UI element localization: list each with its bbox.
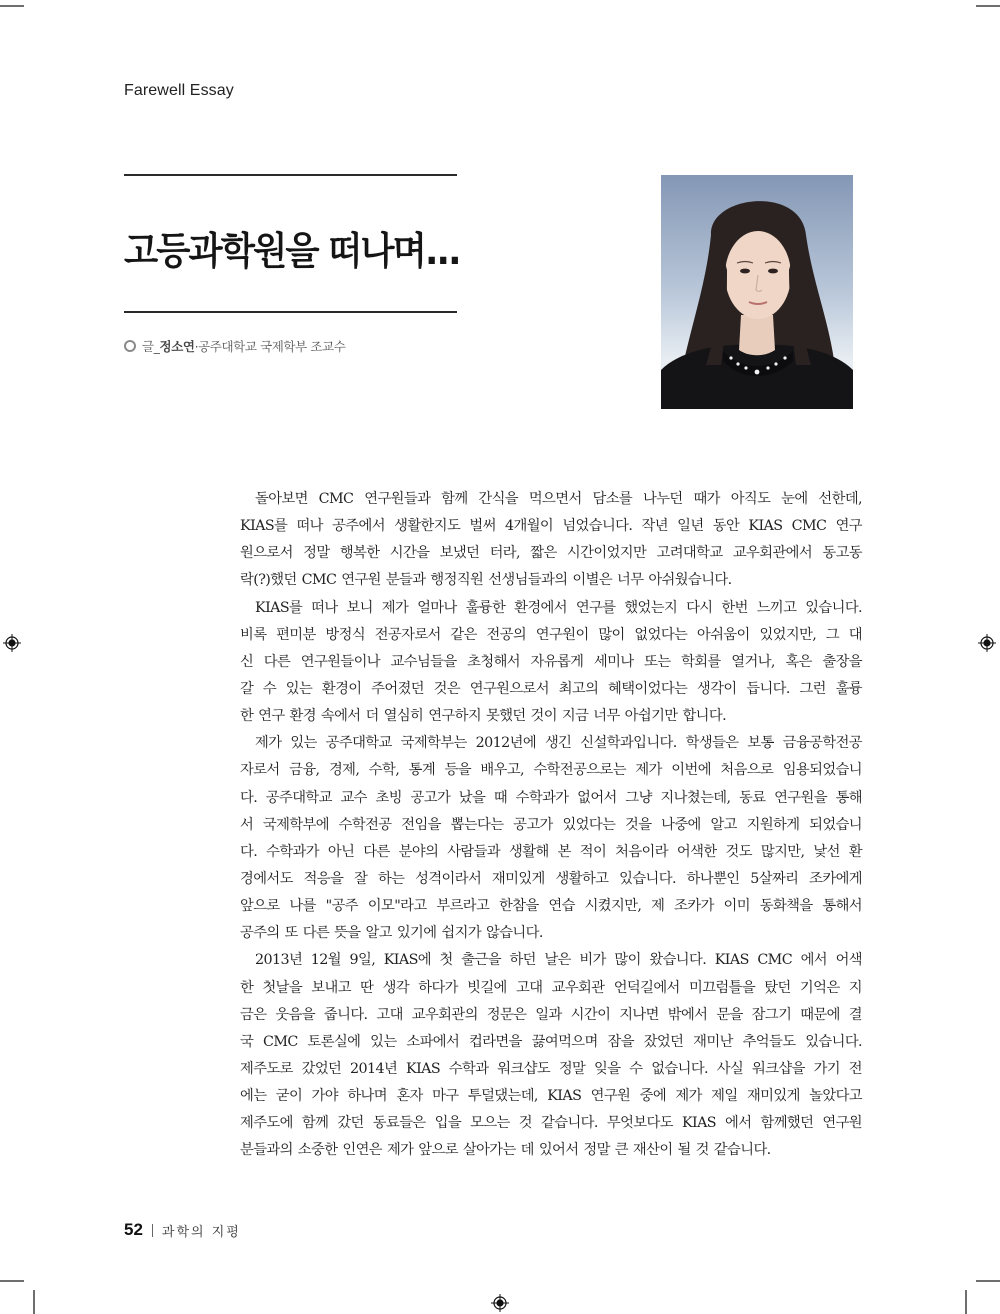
article-title: 고등과학원을 떠나며...: [124, 229, 460, 273]
section-label: Farewell Essay: [124, 82, 234, 99]
body-text-line: 돌아보면 CMC 연구원들과 함께 간식을 먹으면서 담소를 나누던 때가 아직도 눈에 선한데,: [255, 491, 862, 507]
crop-mark-top-left: [0, 5, 24, 7]
body-text-line: 다. 공주대학교 교수 초빙 공고가 났을 때 수학과가 없어서 그냥 지나쳤는데, 동료 연구원을 통해: [240, 789, 862, 806]
byline: [124, 337, 345, 355]
body-text-line: 신 다른 연구원들이나 교수님들을 초청해서 자유롭게 세미나 또는 학회를 열거나, 혹은 출장을: [240, 653, 862, 670]
magazine-name: 과학의 지평: [161, 1224, 241, 1240]
body-text-line: 갈 수 있는 환경이 주어졌던 것은 연구원으로서 최고의 혜택이었다는 생각이 듭니다. 그런 훌륭: [240, 680, 862, 697]
body-text-line: 금은 웃음을 줍니다. 고대 교우회관의 정문은 일과 시간이 지나면 밖에서 문을 잠그기 때문에 결: [240, 1006, 862, 1023]
page-footer: [124, 1220, 241, 1240]
crop-mark-bottom-left-v: [33, 1290, 35, 1314]
body-text-line: 제가 있는 공주대학교 국제학부는 2012년에 생긴 신설학과입니다. 학생들은 보통 금융공학전공: [255, 735, 862, 752]
folio-separator: [152, 1224, 153, 1237]
body-text-line: 국 CMC 토론실에 있는 소파에서 컵라면을 끓여먹으며 잠을 잤었던 재미난 추억들도 있습니다.: [240, 1033, 862, 1050]
page-number: 52: [124, 1220, 143, 1239]
body-text-line: 자로서 금융, 경제, 수학, 통계 등을 배우고, 수학전공으로는 제가 이번에 처음으로 임용되었습니: [240, 762, 862, 779]
crop-mark-top-right: [976, 5, 1000, 7]
body-text-line: 앞으로 나를 "공주 이모"라고 부르라고 한참을 연습 시켰지만, 제 조카가 이미 동화책을 통해서: [240, 898, 862, 915]
body-text-line: 2013년 12월 9일, KIAS에 첫 출근을 하던 날은 비가 많이 왔습니다. KIAS CMC 에서 어색: [255, 952, 862, 969]
title-top-rule: [124, 174, 457, 176]
body-text-line: 경에서도 적응을 잘 하는 성격이라서 재미있게 생활하고 있습니다. 하나뿐인 5살짜리 조카에게: [240, 870, 862, 887]
crop-mark-bottom-right-v: [965, 1290, 967, 1314]
body-text-line: 에는 굳이 가야 하나며 혼자 마구 투덜댔는데, KIAS 연구원 중에 제가 제일 재미있게 놀았다고: [240, 1088, 862, 1105]
body-text-line: 분들과의 소중한 인연은 제가 앞으로 살아가는 데 있어서 정말 큰 재산이 될 것 같습니다.: [240, 1142, 771, 1159]
author-name: 정소연: [159, 339, 195, 354]
body-text-line: 다. 수학과가 아닌 다른 분야의 사람들과 생활해 본 적이 처음이라 어색한 것도 많지만, 낯선 환: [240, 843, 862, 860]
registration-mark-right-icon: [978, 634, 996, 652]
body-text-line: 한 첫날을 보내고 딴 생각 하다가 빗길에 고대 교우회관 언덕길에서 미끄럼틀을 탔던 기억은 지: [240, 979, 862, 996]
body-text-line: 락(?)했던 CMC 연구원 분들과 행정직원 선생님들과의 이별은 너무 아쉬웠습니다.: [240, 572, 732, 589]
portrait-illustration: [661, 175, 853, 409]
byline-prefix: 글_: [142, 339, 160, 354]
title-bottom-rule: [124, 311, 457, 313]
body-text-line: 제주도에 함께 갔던 동료들은 입을 모으는 것 같습니다. 무엇보다도 KIAS 에서 함께했던 연구원: [240, 1115, 862, 1132]
crop-mark-bottom-left-h: [0, 1280, 24, 1282]
body-text-line: 제주도로 갔었던 2014년 KIAS 수학과 워크샵도 정말 잊을 수 없습니다. 사실 워크샵을 가기 전: [240, 1060, 862, 1077]
registration-mark-left-icon: [3, 634, 21, 652]
bullet-circle-icon: [124, 340, 136, 352]
body-text-line: KIAS를 떠나 공주에서 생활한지도 벌써 4개월이 넘었습니다. 작년 일년 동안 KIAS CMC 연구: [240, 518, 862, 535]
registration-mark-bottom-icon: [491, 1294, 509, 1312]
body-text-line: 비록 편미분 방정식 전공자로서 같은 전공의 연구원이 많이 없었다는 아쉬움이 있었지만, 그 대: [240, 626, 862, 643]
body-text-line: 서 국제학부에 수학전공 전임을 뽑는다는 공고가 있었다는 것을 나중에 알고 지원하게 되었습니: [240, 816, 862, 833]
body-text-line: 한 연구 환경 속에서 더 열심히 연구하지 못했던 것이 지금 너무 아쉽기만 합니다.: [240, 708, 727, 725]
body-text-line: KIAS를 떠나 보니 제가 얼마나 훌륭한 환경에서 연구를 했었는지 다시 한번 느끼고 있습니다.: [255, 599, 862, 616]
author-affiliation: ·공주대학교 국제학부 조교수: [194, 339, 346, 354]
crop-mark-bottom-right-h: [976, 1280, 1000, 1282]
body-text-line: 원으로서 정말 행복한 시간을 보냈던 터라, 짧은 시간이었지만 고려대학교 교우회관에서 동고동: [240, 545, 862, 562]
author-photo: [661, 175, 853, 409]
body-text-line: 공주의 또 다른 뜻을 알고 있기에 쉽지가 않습니다.: [240, 925, 543, 942]
article-body: [240, 486, 862, 1165]
